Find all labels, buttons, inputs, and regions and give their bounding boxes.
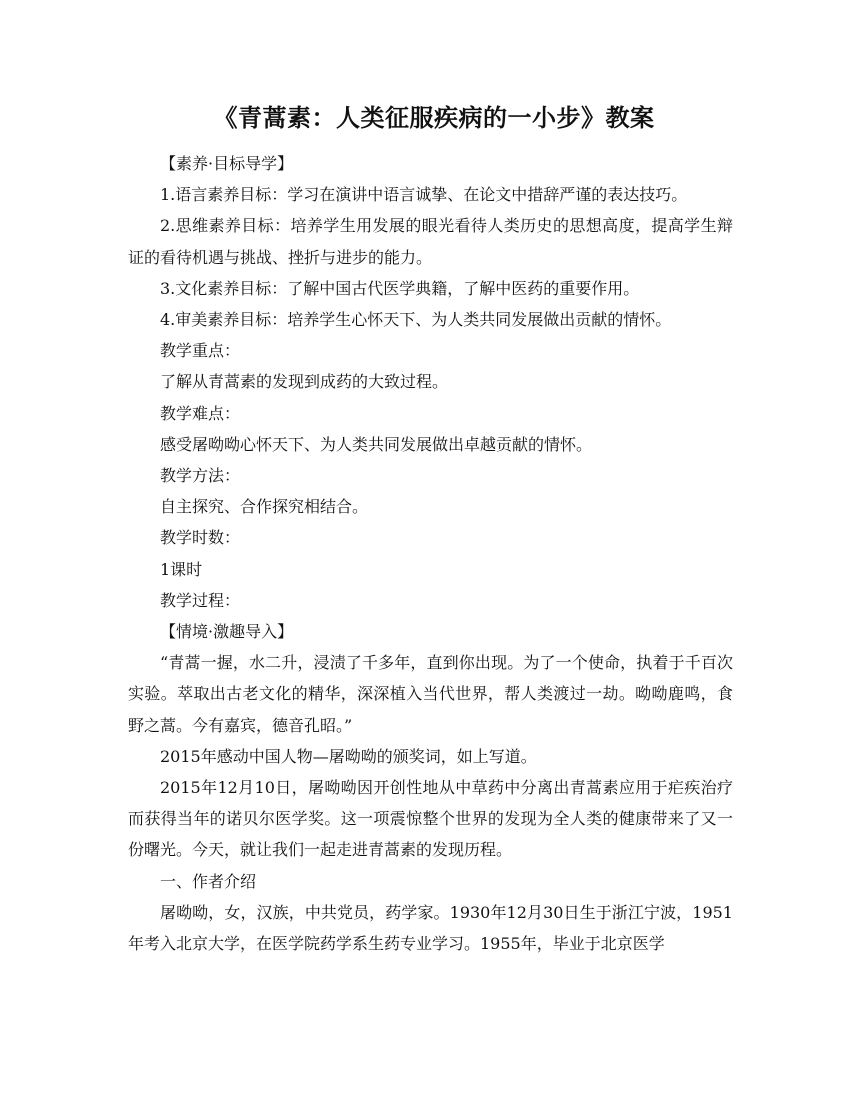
label-process: 教学过程： [160, 590, 241, 610]
paragraph-culture-goal: 3.文化素养目标：了解中国古代医学典籍，了解中医药的重要作用。 [160, 278, 640, 298]
label-key-points: 教学重点： [160, 341, 241, 361]
paragraph-author-bio: 屠呦呦，女，汉族，中共党员，药学家。1930年12月30日生于浙江宁波，1951年考入北京大学，在医学院药学系生药专业学习。1955年，毕业于北京医学 [128, 902, 733, 954]
section-heading-goals: 【素养·目标导学】 [160, 154, 294, 173]
paragraph-aesthetic-goal: 4.审美素养目标：培养学生心怀天下、为人类共同发展做出贡献的情怀。 [160, 310, 672, 330]
label-hours: 教学时数： [160, 528, 241, 548]
section-heading-author: 一、作者介绍 [160, 871, 257, 891]
section-heading-intro: 【情境·激趣导入】 [160, 622, 294, 642]
label-difficulties: 教学难点： [160, 403, 241, 423]
paragraph-difficulties: 感受屠呦呦心怀天下、为人类共同发展做出卓越贡献的情怀。 [160, 434, 593, 454]
label-methods: 教学方法： [160, 466, 241, 486]
paragraph-key-points: 了解从青蒿素的发现到成药的大致过程。 [160, 372, 449, 392]
document-title: 《青蒿素：人类征服疾病的一小步》教案 [213, 103, 655, 132]
paragraph-hours: 1课时 [160, 559, 203, 579]
paragraph-citation-note: 2015年感动中国人物—屠呦呦的颁奖词，如上写道。 [160, 746, 537, 766]
paragraph-award-citation: “青蒿一握，水二升，浸渍了千多年，直到你出现。为了一个使命，执着于千百次实验。萃取出古老文化的精华，深深植入当代世界，帮人类渡过一劫。呦呦鹿鸣，食野之蒿。今有嘉宾，德音孔昭。” [128, 653, 733, 735]
paragraph-nobel: 2015年12月10日，屠呦呦因开创性地从中草药中分离出青蒿素应用于疟疾治疗而获得当年的诺贝尔医学奖。这一项震惊整个世界的发现为全人类的健康带来了又一份曙光。今天，就让我们一起走进青蒿素的发现历程。 [128, 778, 733, 860]
paragraph-thinking-goal: 2.思维素养目标：培养学生用发展的眼光看待人类历史的思想高度，提高学生辩证的看待机遇与挑战、挫折与进步的能力。 [128, 216, 733, 267]
paragraph-methods: 自主探究、合作探究相结合。 [160, 497, 369, 517]
document-body [128, 148, 733, 959]
paragraph-language-goal: 1.语言素养目标：学习在演讲中语言诚挚、在论文中措辞严谨的表达技巧。 [160, 185, 688, 205]
